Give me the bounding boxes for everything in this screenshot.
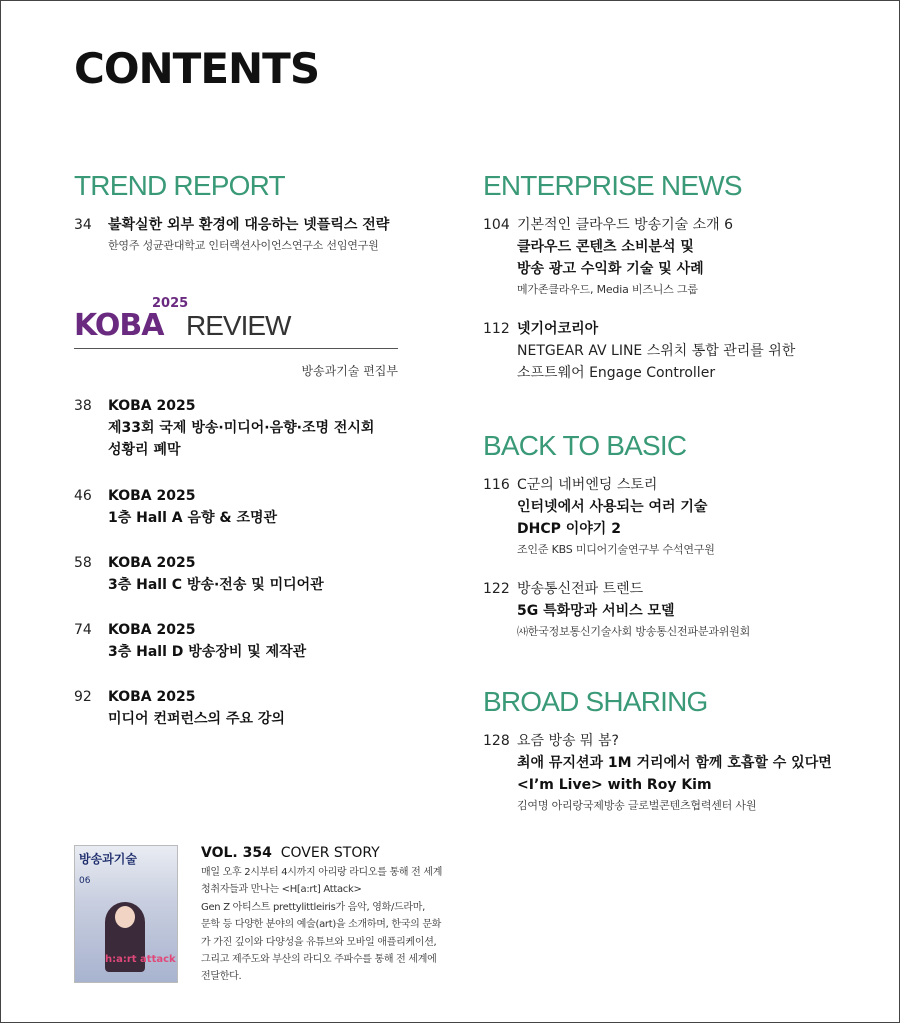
koba-review-label: REVIEW	[186, 310, 291, 341]
toc-entry[interactable]	[74, 686, 454, 730]
cover-masthead: 방송과기술	[79, 852, 137, 866]
koba-logo: KOBA	[74, 308, 164, 343]
cover-line: 청취자들과 만나는 <H[a:rt] Attack>	[201, 884, 362, 896]
entry-series: 기본적인 클라우드 방송기술 소개 6	[517, 217, 734, 233]
page-number: 58	[74, 555, 92, 571]
page-number: 112	[483, 321, 510, 337]
entry-line: 최애 뮤지션과 1M 거리에서 함께 호흡할 수 있다면	[517, 755, 832, 771]
page-number: 92	[74, 689, 92, 705]
cover-line: 문학 등 다양한 분야의 예술(art)을 소개하며, 한국의 문화	[201, 919, 442, 931]
entry-line: 넷기어코리아	[517, 321, 599, 337]
entry-line: KOBA 2025	[108, 398, 196, 414]
cover-line: 매일 오후 2시부터 4시까지 아리랑 라디오를 통해 전 세계	[201, 867, 443, 878]
page-number: 38	[74, 398, 92, 414]
page-title: CONTENTS	[74, 44, 320, 93]
page-number: 128	[483, 733, 510, 749]
entry-line: KOBA 2025	[108, 622, 196, 638]
entry-line: KOBA 2025	[108, 555, 196, 571]
cover-issue: 06	[79, 876, 91, 886]
entry-line: 클라우드 콘텐츠 소비분석 및	[517, 239, 694, 255]
entry-series: 방송통신전파 트렌드	[517, 581, 644, 597]
cover-story	[201, 842, 451, 986]
entry-line: 소프트웨어 Engage Controller	[517, 365, 716, 381]
toc-entry[interactable]	[483, 214, 883, 300]
entry-line: 1층 Hall A 음향 & 조명관	[108, 510, 278, 526]
toc-entry[interactable]	[74, 395, 454, 461]
toc-entry[interactable]	[74, 214, 454, 256]
toc-entry[interactable]	[483, 318, 883, 384]
cover-line: 가 가진 깊이와 다양성을 유튜브와 모바일 애플리케이션,	[201, 936, 437, 948]
right-column	[483, 168, 883, 816]
entry-series: 요즘 방송 뭐 봄?	[517, 733, 619, 749]
cover-story-label: COVER STORY	[280, 845, 380, 861]
page-number: 104	[483, 217, 510, 233]
cover-heading	[201, 842, 451, 864]
section-heading-enterprise-news: ENTERPRISE NEWS	[483, 170, 742, 201]
entry-author: 메가존클라우드, Media 비즈니스 그룹	[517, 283, 698, 296]
entry-line: 미디어 컨퍼런스의 주요 강의	[108, 711, 285, 727]
section-heading-trend-report: TREND REPORT	[74, 170, 285, 201]
page-number: 74	[74, 622, 92, 638]
entry-title: 불확실한 외부 환경에 대응하는 넷플릭스 전략	[108, 217, 390, 233]
entry-line: KOBA 2025	[108, 689, 196, 705]
cover-tag: h:a:rt attack	[105, 954, 176, 965]
koba-year: 2025	[152, 296, 189, 311]
entry-line: 방송 광고 수익화 기술 및 사례	[517, 261, 704, 277]
koba-editor: 방송과기술 편집부	[301, 364, 398, 378]
entry-line: 성황리 폐막	[108, 442, 181, 458]
cover-thumbnail[interactable]	[74, 845, 178, 983]
toc-entry[interactable]	[74, 619, 454, 663]
toc-entry[interactable]	[483, 730, 883, 816]
toc-entry[interactable]	[483, 474, 883, 560]
entry-series: C군의 네버엔딩 스토리	[517, 477, 658, 493]
page-number: 34	[74, 217, 92, 233]
entry-line: 제33회 국제 방송·미디어·음향·조명 전시회	[108, 420, 375, 436]
entry-line: DHCP 이야기 2	[517, 521, 621, 537]
page-number: 122	[483, 581, 510, 597]
entry-line: KOBA 2025	[108, 488, 196, 504]
cover-line: 전달한다.	[201, 971, 242, 983]
entry-line: <I’m Live> with Roy Kim	[517, 777, 712, 793]
page-number: 116	[483, 477, 510, 493]
koba-review-logo	[74, 296, 454, 366]
entry-line: 5G 특화망과 서비스 모델	[517, 603, 675, 619]
cover-face	[115, 906, 135, 928]
volume-number: VOL. 354	[201, 845, 272, 861]
koba-entries	[74, 395, 454, 730]
left-column	[74, 168, 454, 730]
toc-entry[interactable]	[74, 552, 454, 596]
entry-line: 3층 Hall C 방송·전송 및 미디어관	[108, 577, 324, 593]
divider	[74, 348, 398, 349]
page-number: 46	[74, 488, 92, 504]
cover-description	[201, 864, 451, 986]
entry-line: 인터넷에서 사용되는 여러 기술	[517, 499, 708, 515]
toc-entry[interactable]	[483, 578, 883, 642]
entry-author: ㈔한국정보통신기술사회 방송통신전파분과위원회	[517, 625, 751, 638]
toc-entry[interactable]	[74, 485, 454, 529]
entry-author: 한영주 성균관대학교 인터랙션사이언스연구소 선임연구원	[108, 239, 379, 252]
section-heading-broad-sharing: BROAD SHARING	[483, 686, 708, 717]
section-heading-back-to-basic: BACK TO BASIC	[483, 430, 687, 461]
entry-author: 조인준 KBS 미디어기술연구부 수석연구원	[517, 543, 715, 556]
entry-line: 3층 Hall D 방송장비 및 제작관	[108, 644, 307, 660]
entry-line: NETGEAR AV LINE 스위치 통합 관리를 위한	[517, 343, 796, 359]
entry-author: 김여명 아리랑국제방송 글로벌콘텐츠협력센터 사원	[517, 799, 757, 812]
cover-line: Gen Z 아티스트 prettylittleiris가 음악, 영화/드라마,	[201, 901, 425, 913]
cover-line: 그리고 제주도와 부산의 라디오 주파수를 통해 전 세계에	[201, 954, 437, 966]
